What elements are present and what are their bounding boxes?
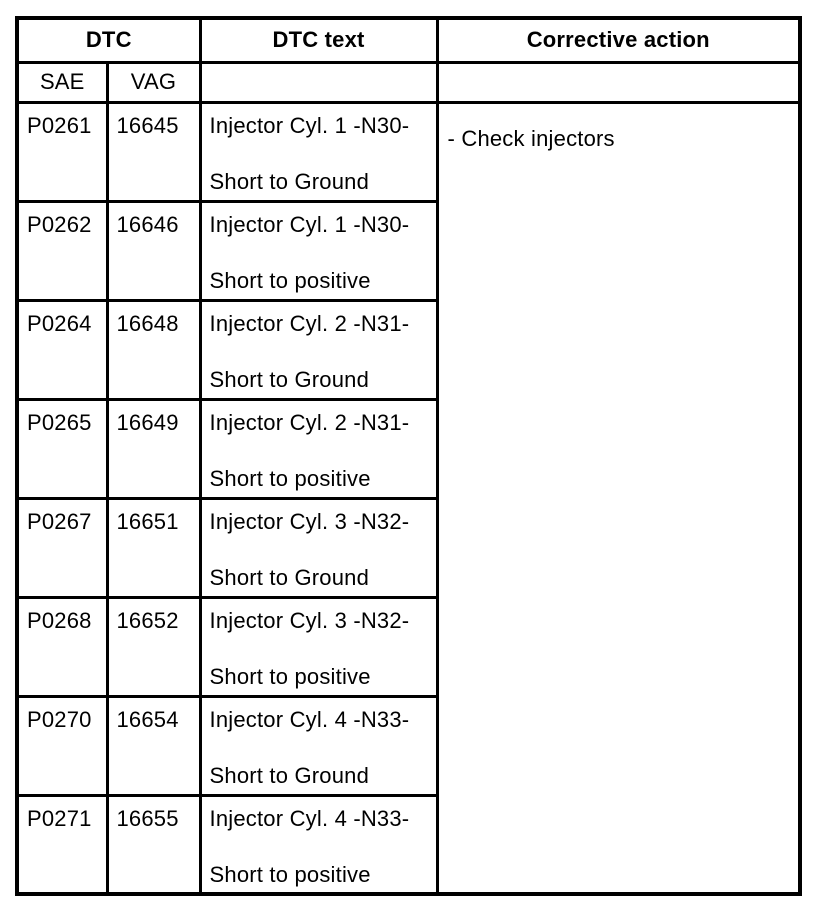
sae-code-cell: P0264: [17, 300, 107, 399]
sae-code-cell: P0267: [17, 498, 107, 597]
dtc-text-cell: [200, 696, 437, 795]
vag-code-cell: 16652: [107, 597, 200, 696]
dtc-text-line1: Injector Cyl. 1 -N30-: [209, 211, 410, 237]
dtc-text-cell: [200, 300, 437, 399]
header-dtc-text: DTC text: [200, 18, 437, 62]
dtc-text-cell: [200, 498, 437, 597]
dtc-text-line2: Short to positive: [209, 465, 371, 491]
dtc-text-cell: [200, 399, 437, 498]
corrective-action-cell: - Check injectors: [437, 102, 800, 894]
dtc-text-line1: Injector Cyl. 1 -N30-: [209, 112, 410, 138]
subheader-sae: SAE: [17, 62, 107, 102]
dtc-text-line2: Short to Ground: [209, 762, 370, 788]
vag-code-cell: 16651: [107, 498, 200, 597]
sae-code-cell: P0261: [17, 102, 107, 201]
subheader-empty-corrective: [437, 62, 800, 102]
dtc-text-line2: Short to positive: [209, 267, 371, 293]
vag-code-cell: 16646: [107, 201, 200, 300]
header-dtc: DTC: [17, 18, 200, 62]
vag-code-cell: 16645: [107, 102, 200, 201]
subheader-empty-dtc-text: [200, 62, 437, 102]
dtc-text-cell: [200, 597, 437, 696]
dtc-text-line1: Injector Cyl. 2 -N31-: [209, 310, 410, 336]
dtc-text-line2: Short to Ground: [209, 564, 370, 590]
dtc-text-line1: Injector Cyl. 2 -N31-: [209, 409, 410, 435]
dtc-text-cell: [200, 795, 437, 894]
dtc-text-line2: Short to Ground: [209, 168, 370, 194]
dtc-text-cell: [200, 102, 437, 201]
vag-code-cell: 16648: [107, 300, 200, 399]
dtc-text-line2: Short to positive: [209, 663, 371, 689]
dtc-text-line2: Short to Ground: [209, 366, 370, 392]
vag-code-cell: 16649: [107, 399, 200, 498]
subheader-vag: VAG: [107, 62, 200, 102]
header-row: [17, 18, 800, 62]
dtc-text-line1: Injector Cyl. 3 -N32-: [209, 508, 410, 534]
dtc-text-cell: [200, 201, 437, 300]
header-corrective-action: Corrective action: [437, 18, 800, 62]
sae-code-cell: P0262: [17, 201, 107, 300]
sae-code-cell: P0271: [17, 795, 107, 894]
dtc-text-line1: Injector Cyl. 3 -N32-: [209, 607, 410, 633]
dtc-text-line2: Short to positive: [209, 861, 371, 887]
table-row: [17, 102, 800, 201]
sae-code-cell: P0265: [17, 399, 107, 498]
sae-code-cell: P0268: [17, 597, 107, 696]
dtc-text-line1: Injector Cyl. 4 -N33-: [209, 805, 410, 831]
dtc-text-line1: Injector Cyl. 4 -N33-: [209, 706, 410, 732]
subheader-row: [17, 62, 800, 102]
vag-code-cell: 16654: [107, 696, 200, 795]
sae-code-cell: P0270: [17, 696, 107, 795]
vag-code-cell: 16655: [107, 795, 200, 894]
dtc-table: [15, 16, 802, 896]
